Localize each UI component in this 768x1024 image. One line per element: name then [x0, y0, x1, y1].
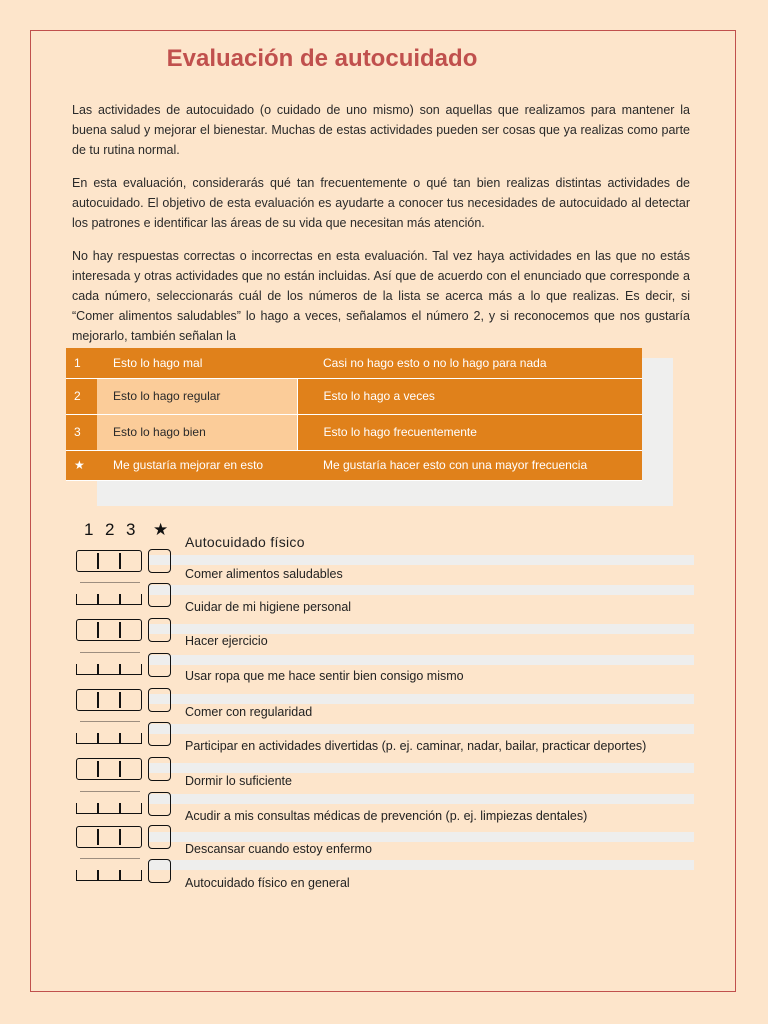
- row-stripe: [148, 624, 694, 634]
- legend-row: [66, 450, 642, 480]
- legend-label: Esto lo hago bien: [97, 414, 297, 450]
- row-stripe: [148, 794, 694, 804]
- scale-header-1: 1: [84, 520, 94, 539]
- divider: [80, 652, 140, 653]
- rating-box-1-3[interactable]: [76, 758, 142, 780]
- divider: [80, 721, 140, 722]
- legend-label: Esto lo hago mal: [97, 348, 297, 378]
- rating-box-1-3[interactable]: [76, 619, 142, 641]
- rating-box-1-3[interactable]: [76, 664, 142, 675]
- item-label: Cuidar de mi higiene personal: [185, 600, 352, 614]
- rating-box-1-3[interactable]: [76, 803, 142, 814]
- rating-legend-table: [66, 348, 642, 481]
- item-label: Acudir a mis consultas médicas de prevención (p. ej. limpiezas dentales): [185, 809, 588, 823]
- rating-box-1-3[interactable]: [76, 689, 142, 711]
- item-label: Hacer ejercicio: [185, 634, 268, 648]
- rating-box-1-3[interactable]: [76, 870, 142, 881]
- intro-paragraph-2: En esta evaluación, considerarás qué tan frecuentemente o qué tan bien realizas distintas actividades de autocuidado. El objetivo de esta evaluación es ayudarte a conocer tus necesidades de autocuidado al detectar los patrones e identificar las áreas de su vida que necesitan más atención.: [72, 176, 690, 230]
- star-checkbox[interactable]: [148, 792, 171, 816]
- star-checkbox[interactable]: [148, 583, 171, 607]
- star-checkbox[interactable]: [148, 722, 171, 746]
- legend-description: Esto lo hago a veces: [297, 378, 642, 414]
- star-checkbox[interactable]: [148, 688, 171, 712]
- legend-description: Esto lo hago frecuentemente: [297, 414, 642, 450]
- rating-box-1-3[interactable]: [76, 594, 142, 605]
- scale-header-star-icon: ★: [153, 520, 169, 539]
- legend-number: 2: [66, 378, 97, 414]
- legend-star: ★: [66, 450, 97, 480]
- legend-row: [66, 348, 642, 378]
- item-label: Descansar cuando estoy enfermo: [185, 842, 372, 856]
- scale-header-2: 2: [105, 520, 115, 539]
- row-stripe: [148, 763, 694, 773]
- divider: [80, 791, 140, 792]
- star-checkbox[interactable]: [148, 757, 171, 781]
- intro-paragraph-3: No hay respuestas correctas o incorrectas en esta evaluación. Tal vez haya actividades en las que no estás interesada y otras actividades que no están incluidas. Así que de acuerdo con el enunciado que corresponde a cada número, seleccionarás cuál de los números de la lista se acerca más a lo que realizas. Es decir, si “Comer alimentos saludables” lo hago a veces, señalamos el número 2, y si reconocemos que nos gustaría mejorarlo, también señalan la: [72, 249, 690, 343]
- row-stripe: [148, 832, 694, 842]
- divider: [80, 858, 140, 859]
- star-checkbox[interactable]: [148, 653, 171, 677]
- legend-description: Me gustaría hacer esto con una mayor frecuencia: [297, 450, 642, 480]
- item-label: Usar ropa que me hace sentir bien consigo mismo: [185, 669, 464, 683]
- row-stripe: [148, 655, 694, 665]
- item-label: Comer alimentos saludables: [185, 567, 343, 581]
- page-title: Evaluación de autocuidado: [166, 45, 478, 72]
- row-stripe: [148, 555, 694, 565]
- legend-number: 3: [66, 414, 97, 450]
- rating-box-1-3[interactable]: [76, 550, 142, 572]
- section-title: Autocuidado físico: [185, 534, 305, 550]
- legend-row: [66, 378, 642, 414]
- row-stripe: [148, 585, 694, 595]
- divider: [80, 582, 140, 583]
- star-checkbox[interactable]: [148, 618, 171, 642]
- row-stripe: [148, 860, 694, 870]
- star-checkbox[interactable]: [148, 825, 171, 849]
- row-stripe: [148, 724, 694, 734]
- rating-box-1-3[interactable]: [76, 826, 142, 848]
- row-stripe: [148, 694, 694, 704]
- item-label: Participar en actividades divertidas (p. ej. caminar, nadar, bailar, practicar deportes): [185, 739, 647, 753]
- legend-label: Me gustaría mejorar en esto: [97, 450, 297, 480]
- star-checkbox[interactable]: [148, 859, 171, 883]
- intro-paragraph-1: Las actividades de autocuidado (o cuidado de uno mismo) son aquellas que realizamos para mantener la buena salud y mejorar el bienestar. Muchas de estas actividades pueden ser cosas que ya realizas como parte de tu rutina normal.: [72, 103, 690, 157]
- item-label: Autocuidado físico en general: [185, 876, 350, 890]
- scale-header-3: 3: [126, 520, 136, 539]
- rating-box-1-3[interactable]: [76, 733, 142, 744]
- legend-description: Casi no hago esto o no lo hago para nada: [297, 348, 642, 378]
- legend-label: Esto lo hago regular: [97, 378, 297, 414]
- item-label: Comer con regularidad: [185, 705, 313, 719]
- legend-number: 1: [66, 348, 97, 378]
- legend-row: [66, 414, 642, 450]
- star-checkbox[interactable]: [148, 549, 171, 573]
- item-label: Dormir lo suficiente: [185, 774, 292, 788]
